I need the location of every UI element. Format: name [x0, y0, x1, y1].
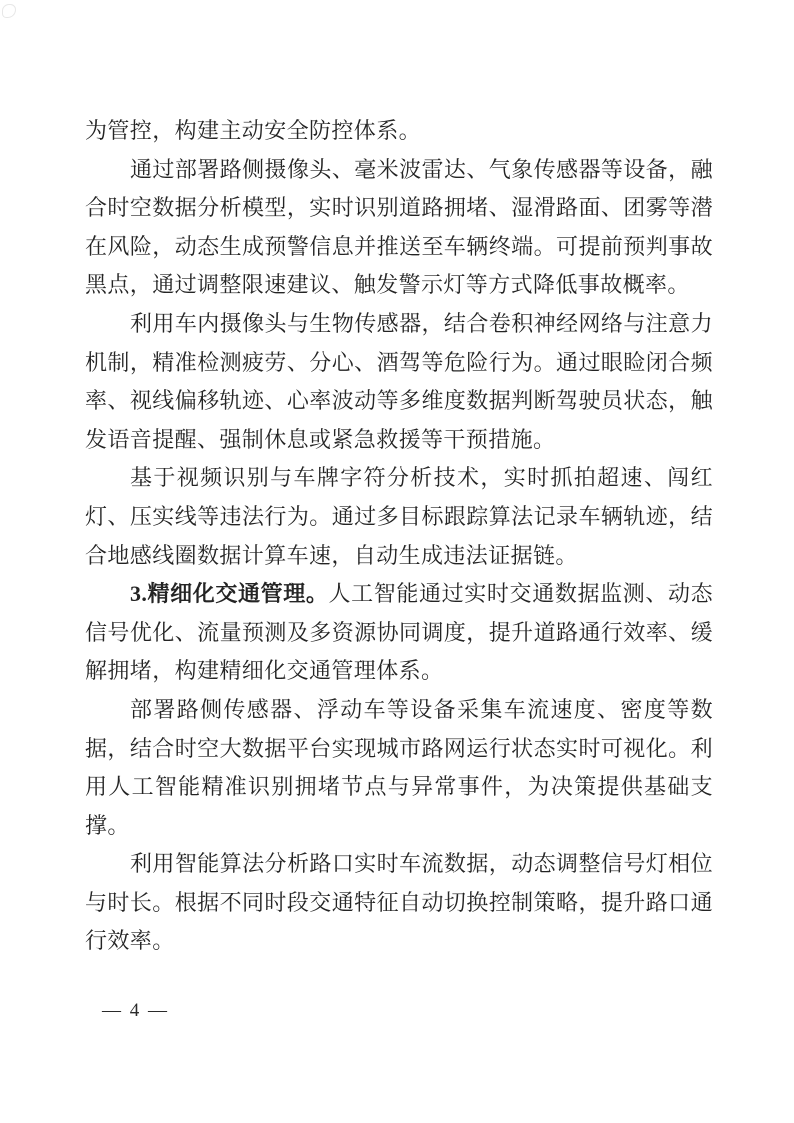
paragraph-with-heading	[85, 575, 713, 691]
paragraph-continuation: 为管控，构建主动安全防控体系。	[85, 118, 422, 143]
paragraph: 利用智能算法分析路口实时车流数据，动态调整信号灯相位与时长。根据不同时段交通特征自动切换控制策略，提升路口通行效率。	[85, 851, 713, 954]
document-body	[85, 112, 713, 961]
scan-artifact	[2, 4, 16, 18]
paragraph-text: 人工智能通过实时交通数据监测、动态信号优化、流量预测及多资源协同调度，提升道路通行效率、缓解拥堵，构建精细化交通管理体系。	[85, 581, 713, 684]
paragraph: 通过部署路侧摄像头、毫米波雷达、气象传感器等设备，融合时空数据分析模型，实时识别道路拥堵、湿滑路面、团雾等潜在风险，动态生成预警信息并推送至车辆终端。可提前预判事故黑点，通过调整限速建议、触发警示灯等方式降低事故概率。	[85, 156, 713, 298]
page-number: — 4 —	[102, 1000, 169, 1021]
paragraph: 利用车内摄像头与生物传感器，结合卷积神经网络与注意力机制，精准检测疲劳、分心、酒驾等危险行为。通过眼睑闭合频率、视线偏移轨迹、心率波动等多维度数据判断驾驶员状态，触发语音提醒、强制休息或紧急救援等干预措施。	[85, 310, 713, 452]
section-heading: 3.精细化交通管理。	[130, 581, 329, 607]
paragraph: 部署路侧传感器、浮动车等设备采集车流速度、密度等数据，结合时空大数据平台实现城市路网运行状态实时可视化。利用人工智能精准识别拥堵节点与异常事件，为决策提供基础支撑。	[85, 696, 713, 838]
paragraph: 基于视频识别与车牌字符分析技术，实时抓拍超速、闯红灯、压实线等违法行为。通过多目标跟踪算法记录车辆轨迹，结合地感线圈数据计算车速，自动生成违法证据链。	[85, 465, 713, 568]
